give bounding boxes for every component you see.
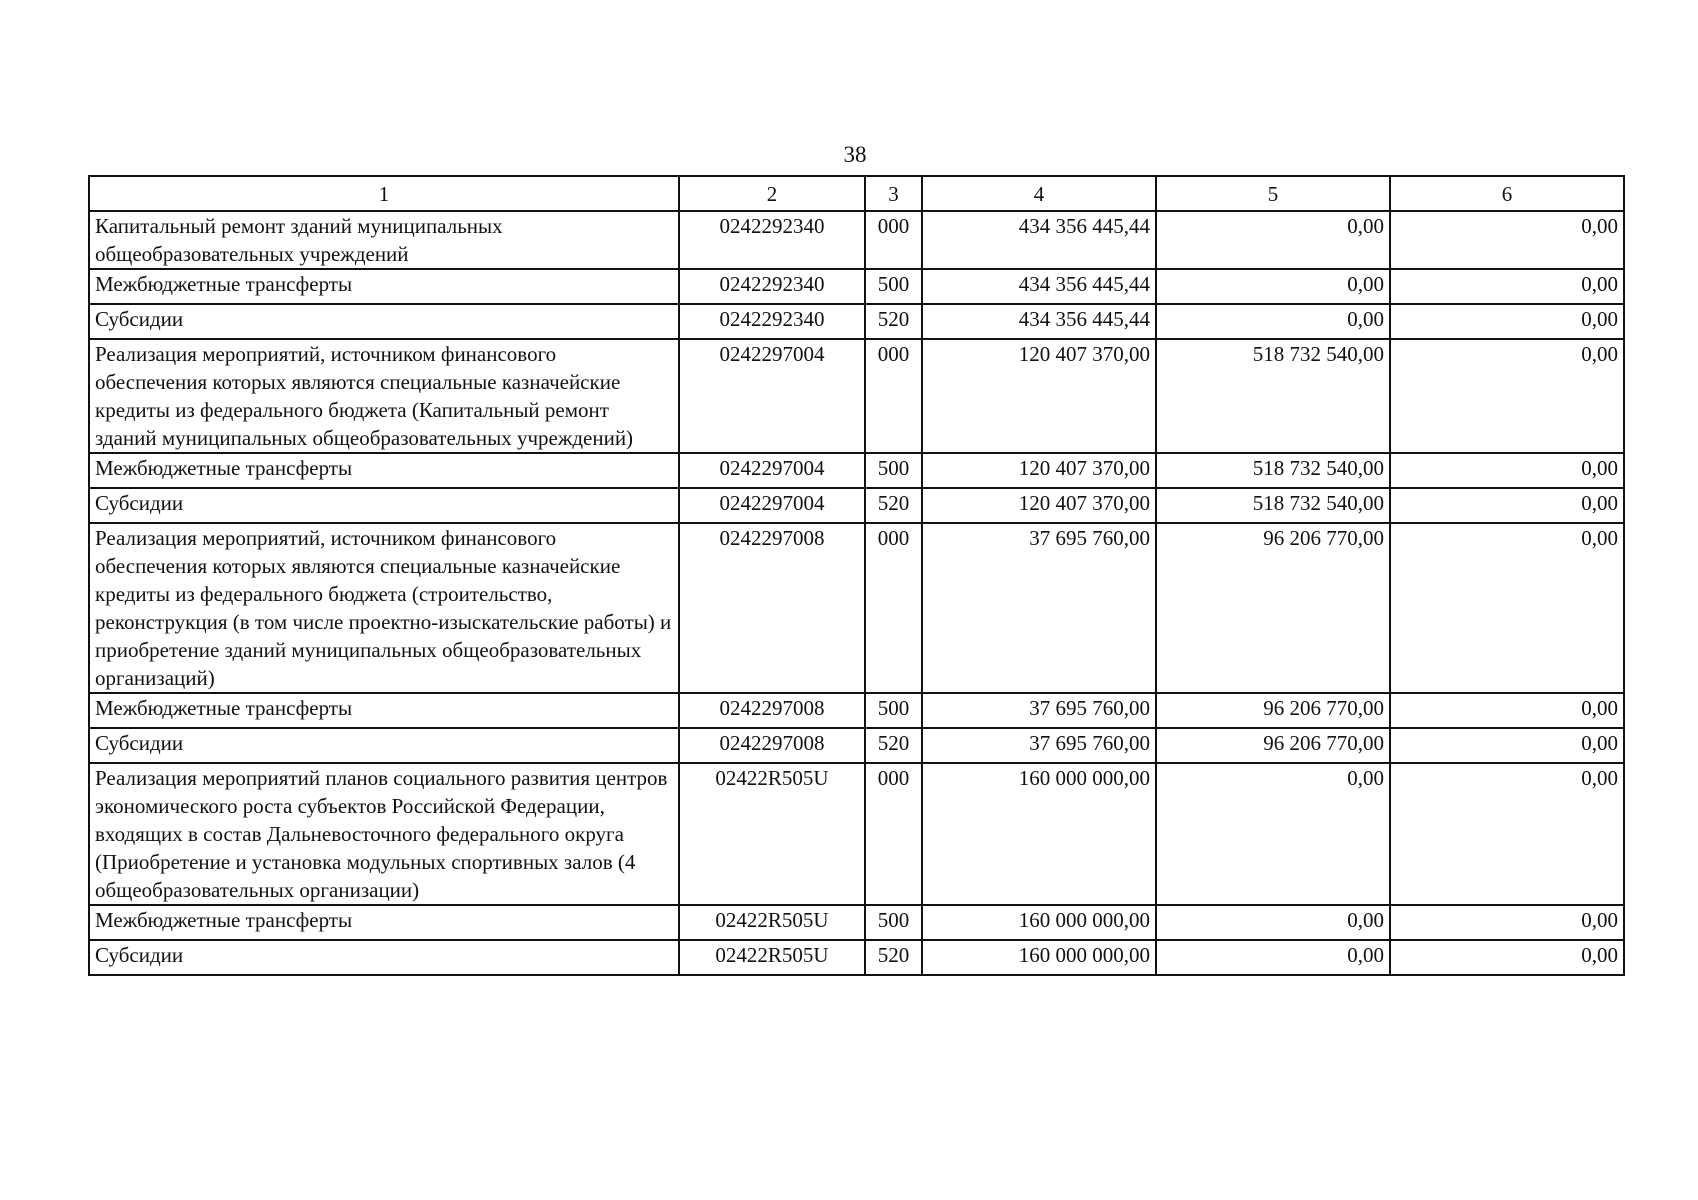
amount-col-6: 0,00 [1390,304,1624,339]
amount-col-4: 160 000 000,00 [922,905,1156,940]
item-name: Субсидии [89,940,679,975]
amount-col-6: 0,00 [1390,728,1624,763]
amount-col-4: 160 000 000,00 [922,763,1156,905]
table-row [89,728,1624,763]
target-article-code: 0242297008 [679,693,865,728]
amount-col-4: 37 695 760,00 [922,523,1156,693]
expense-type-code: 520 [865,940,922,975]
table-row [89,339,1624,453]
target-article-code: 0242292340 [679,211,865,269]
amount-col-5: 0,00 [1156,763,1390,905]
amount-col-6: 0,00 [1390,339,1624,453]
amount-col-6: 0,00 [1390,763,1624,905]
budget-table [88,175,1625,976]
amount-col-6: 0,00 [1390,453,1624,488]
target-article-code: 02422R505U [679,940,865,975]
column-header: 3 [865,176,922,211]
item-name: Межбюджетные трансферты [89,693,679,728]
column-header: 6 [1390,176,1624,211]
table-row [89,304,1624,339]
table-row [89,905,1624,940]
amount-col-4: 160 000 000,00 [922,940,1156,975]
page-number: 38 [843,142,867,167]
item-name: Реализация мероприятий, источником финансового обеспечения которых являются специальные казначейские кредиты из федерального бюджета (Капитальный ремонт зданий муниципальных общеобразовательных учреждений) [89,339,679,453]
target-article-code: 0242292340 [679,304,865,339]
item-name: Субсидии [89,728,679,763]
amount-col-4: 120 407 370,00 [922,339,1156,453]
target-article-code: 02422R505U [679,905,865,940]
amount-col-6: 0,00 [1390,488,1624,523]
amount-col-5: 0,00 [1156,940,1390,975]
target-article-code: 02422R505U [679,763,865,905]
amount-col-4: 37 695 760,00 [922,693,1156,728]
amount-col-6: 0,00 [1390,523,1624,693]
amount-col-6: 0,00 [1390,211,1624,269]
amount-col-5: 518 732 540,00 [1156,339,1390,453]
table-row [89,453,1624,488]
expense-type-code: 500 [865,905,922,940]
amount-col-4: 37 695 760,00 [922,728,1156,763]
amount-col-4: 434 356 445,44 [922,269,1156,304]
amount-col-6: 0,00 [1390,269,1624,304]
amount-col-4: 120 407 370,00 [922,488,1156,523]
column-header: 4 [922,176,1156,211]
item-name: Межбюджетные трансферты [89,269,679,304]
amount-col-4: 434 356 445,44 [922,211,1156,269]
amount-col-4: 120 407 370,00 [922,453,1156,488]
item-name: Межбюджетные трансферты [89,453,679,488]
expense-type-code: 500 [865,269,922,304]
expense-type-code: 500 [865,453,922,488]
item-name: Межбюджетные трансферты [89,905,679,940]
column-header: 1 [89,176,679,211]
table-row [89,211,1624,269]
amount-col-5: 96 206 770,00 [1156,523,1390,693]
column-header: 2 [679,176,865,211]
amount-col-5: 518 732 540,00 [1156,488,1390,523]
expense-type-code: 520 [865,728,922,763]
amount-col-5: 0,00 [1156,269,1390,304]
item-name: Субсидии [89,304,679,339]
expense-type-code: 520 [865,488,922,523]
target-article-code: 0242297008 [679,728,865,763]
expense-type-code: 000 [865,211,922,269]
amount-col-6: 0,00 [1390,693,1624,728]
amount-col-6: 0,00 [1390,905,1624,940]
amount-col-5: 518 732 540,00 [1156,453,1390,488]
table-row [89,693,1624,728]
table-row [89,763,1624,905]
item-name: Капитальный ремонт зданий муниципальных общеобразовательных учреждений [89,211,679,269]
table-row [89,488,1624,523]
table-row [89,269,1624,304]
expense-type-code: 000 [865,763,922,905]
expense-type-code: 000 [865,523,922,693]
header-row [89,176,1624,211]
expense-type-code: 000 [865,339,922,453]
table-row [89,940,1624,975]
amount-col-5: 96 206 770,00 [1156,693,1390,728]
amount-col-5: 0,00 [1156,304,1390,339]
target-article-code: 0242297004 [679,339,865,453]
expense-type-code: 500 [865,693,922,728]
amount-col-5: 0,00 [1156,211,1390,269]
item-name: Реализация мероприятий планов социального развития центров экономического роста субъектов Российской Федерации, входящих в состав Дальневосточного федерального округа (Приобретение и установка модульных спортивных залов (4 общеобразовательных организации) [89,763,679,905]
target-article-code: 0242297004 [679,453,865,488]
target-article-code: 0242292340 [679,269,865,304]
amount-col-5: 0,00 [1156,905,1390,940]
table-row [89,523,1624,693]
item-name: Субсидии [89,488,679,523]
item-name: Реализация мероприятий, источником финансового обеспечения которых являются специальные казначейские кредиты из федерального бюджета (строительство, реконструкция (в том числе проектно-изыскательские работы) и приобретение зданий муниципальных общеобразовательных организаций) [89,523,679,693]
expense-type-code: 520 [865,304,922,339]
target-article-code: 0242297004 [679,488,865,523]
target-article-code: 0242297008 [679,523,865,693]
amount-col-5: 96 206 770,00 [1156,728,1390,763]
column-header: 5 [1156,176,1390,211]
amount-col-4: 434 356 445,44 [922,304,1156,339]
amount-col-6: 0,00 [1390,940,1624,975]
